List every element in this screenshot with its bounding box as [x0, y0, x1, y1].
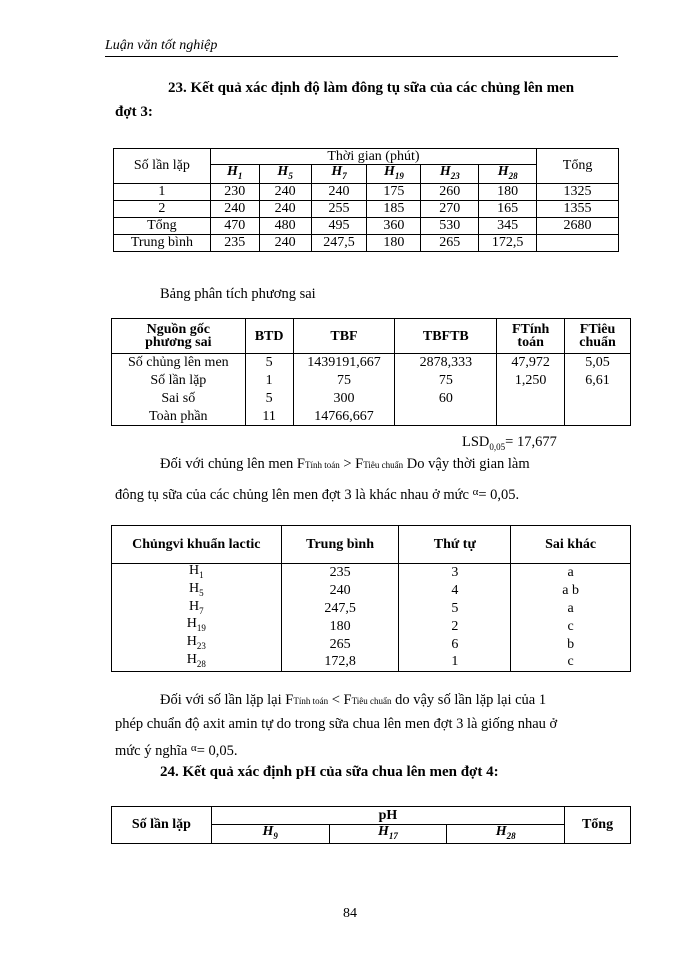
value-cell: 255 — [311, 200, 367, 217]
anova-btd-cell: 5 — [245, 354, 293, 372]
anova-fcalc-cell: 1,250 — [497, 372, 565, 390]
anova-source-cell: Số lần lặp — [112, 372, 246, 390]
anova-fcalc-cell — [497, 390, 565, 408]
ph-strain-header-cell: $H_{28}$ — [447, 825, 565, 844]
anova-tbf-cell: 300 — [293, 390, 395, 408]
table-row — [112, 564, 631, 582]
anova-source-cell: Sai số — [112, 390, 246, 408]
table-row — [114, 234, 619, 251]
rank-cell: 3 — [399, 564, 511, 582]
col-header-repeat: Số lần lặp — [114, 149, 211, 184]
row-label: 1 — [114, 183, 211, 200]
value-cell: 180 — [367, 234, 421, 251]
rank-cell: 5 — [399, 600, 511, 618]
anova-fcrit-cell: 6,61 — [565, 372, 631, 390]
value-cell: 360 — [367, 217, 421, 234]
value-cell: 470 — [210, 217, 259, 234]
value-cell: 480 — [259, 217, 311, 234]
value-cell: 235 — [210, 234, 259, 251]
paragraph-2-line-1: Đối với số lần lặp lại FTính toán < FTiêu chuẩn do vậy số lần lặp lại của 1 — [160, 692, 547, 708]
anova-fcrit-cell: 5,05 — [565, 354, 631, 372]
row-label: Trung bình — [114, 234, 211, 251]
diff-cell: a — [511, 600, 631, 618]
strain-header-cell: $H_{23}$ — [421, 165, 479, 184]
t4-col-header-total: Tổng — [565, 807, 631, 844]
anova-tbftb-cell: 2878,333 — [395, 354, 497, 372]
mean-cell: 265 — [281, 635, 399, 653]
rank-cell: 1 — [399, 653, 511, 671]
table-row — [114, 217, 619, 234]
total-cell — [537, 234, 619, 251]
anova-tbftb-cell — [395, 408, 497, 426]
value-cell: 172,5 — [479, 234, 537, 251]
value-cell: 240 — [259, 183, 311, 200]
lsd-value: $LSD_{0,05}= 17,677$ — [462, 434, 557, 452]
strain-header-cell: $H_7$ — [311, 165, 367, 184]
anova-fcrit-cell — [565, 408, 631, 426]
anova-source-cell: Số chủng lên men — [112, 354, 246, 372]
value-cell: 240 — [311, 183, 367, 200]
diff-cell: a b — [511, 582, 631, 600]
strain-cell: $H_5$ — [112, 582, 282, 600]
anova-header-fcalc: FTính toán — [497, 319, 565, 354]
table-row — [112, 408, 631, 426]
total-cell: 1355 — [537, 200, 619, 217]
t3-header-rank: Thứ tự — [399, 526, 511, 564]
anova-tbf-cell: 14766,667 — [293, 408, 395, 426]
anova-header-tbf: TBF — [293, 319, 395, 354]
value-cell: 247,5 — [311, 234, 367, 251]
anova-fcalc-cell: 47,972 — [497, 354, 565, 372]
rank-cell: 4 — [399, 582, 511, 600]
strain-cell: $H_7$ — [112, 600, 282, 618]
mean-cell: 247,5 — [281, 600, 399, 618]
anova-title: Bảng phân tích phương sai — [160, 286, 316, 302]
paragraph-2-line-3: mức ý nghĩa $^\alpha$= 0,05. — [115, 742, 238, 759]
value-cell: 260 — [421, 183, 479, 200]
table-row — [112, 582, 631, 600]
value-cell: 270 — [421, 200, 479, 217]
paragraph-1-line-2: đông tụ sữa của các chủng lên men đợt 3 là khác nhau ở mức $^\alpha$= 0,05. — [115, 486, 520, 503]
anova-tbf-cell: 75 — [293, 372, 395, 390]
table-row — [112, 390, 631, 408]
col-header-total: Tổng — [537, 149, 619, 184]
strain-header-cell: $H_{19}$ — [367, 165, 421, 184]
table-row — [112, 635, 631, 653]
mean-cell: 240 — [281, 582, 399, 600]
anova-btd-cell: 5 — [245, 390, 293, 408]
value-cell: 240 — [210, 200, 259, 217]
ph-table — [111, 806, 631, 844]
anova-btd-cell: 11 — [245, 408, 293, 426]
strain-comparison-table — [111, 525, 631, 672]
anova-fcalc-cell — [497, 408, 565, 426]
anova-header-fcrit: FTiêu chuẩn — [565, 319, 631, 354]
diff-cell: c — [511, 617, 631, 635]
anova-header-tbftb: TBFTB — [395, 319, 497, 354]
total-cell: 2680 — [537, 217, 619, 234]
value-cell: 265 — [421, 234, 479, 251]
value-cell: 495 — [311, 217, 367, 234]
diff-cell: c — [511, 653, 631, 671]
paragraph-1-line-1: Đối với chủng lên men FTính toán > FTiêu chuẩn Do vậy thời gian làm — [160, 456, 530, 472]
strain-header-cell: $H_5$ — [259, 165, 311, 184]
anova-tbftb-cell: 60 — [395, 390, 497, 408]
anova-tbf-cell: 1439191,667 — [293, 354, 395, 372]
rank-cell: 6 — [399, 635, 511, 653]
anova-tbftb-cell: 75 — [395, 372, 497, 390]
t3-header-diff: Sai khác — [511, 526, 631, 564]
t4-col-header-ph: pH — [211, 807, 564, 825]
table-row — [112, 617, 631, 635]
coagulation-time-table — [113, 148, 619, 252]
section-23-title-cont: đợt 3: — [115, 104, 153, 120]
table-row — [112, 354, 631, 372]
row-label: 2 — [114, 200, 211, 217]
anova-header-source: Nguồn gốc phương sai — [112, 319, 246, 354]
anova-fcrit-cell — [565, 390, 631, 408]
strain-header-cell: $H_1$ — [210, 165, 259, 184]
value-cell: 240 — [259, 200, 311, 217]
strain-header-cell: $H_{28}$ — [479, 165, 537, 184]
value-cell: 230 — [210, 183, 259, 200]
anova-source-cell: Toàn phần — [112, 408, 246, 426]
total-cell: 1325 — [537, 183, 619, 200]
col-header-time: Thời gian (phút) — [210, 149, 536, 165]
t3-header-mean: Trung bình — [281, 526, 399, 564]
table-row — [112, 653, 631, 671]
mean-cell: 180 — [281, 617, 399, 635]
mean-cell: 172,8 — [281, 653, 399, 671]
document-header: Luận văn tốt nghiệp — [105, 38, 218, 53]
value-cell: 165 — [479, 200, 537, 217]
table-row — [114, 183, 619, 200]
header-divider — [105, 56, 618, 57]
strain-cell: $H_{28}$ — [112, 653, 282, 671]
t4-col-header-repeat: Số lần lặp — [112, 807, 212, 844]
anova-header-btd: BTD — [245, 319, 293, 354]
value-cell: 180 — [479, 183, 537, 200]
table-row — [112, 372, 631, 390]
ph-strain-header-cell: $H_{17}$ — [329, 825, 447, 844]
page-number: 84 — [343, 906, 357, 921]
mean-cell: 235 — [281, 564, 399, 582]
anova-btd-cell: 1 — [245, 372, 293, 390]
value-cell: 345 — [479, 217, 537, 234]
table-row — [112, 600, 631, 618]
section-24-title: 24. Kết quả xác định pH của sữa chua lên men đợt 4: — [160, 764, 499, 780]
row-label: Tổng — [114, 217, 211, 234]
diff-cell: b — [511, 635, 631, 653]
diff-cell: a — [511, 564, 631, 582]
value-cell: 175 — [367, 183, 421, 200]
value-cell: 530 — [421, 217, 479, 234]
anova-table — [111, 318, 631, 426]
strain-cell: $H_{19}$ — [112, 617, 282, 635]
value-cell: 185 — [367, 200, 421, 217]
rank-cell: 2 — [399, 617, 511, 635]
strain-cell: $H_{23}$ — [112, 635, 282, 653]
paragraph-2-line-2: phép chuẩn độ axit amin tự do trong sữa chua lên men đợt 3 là giống nhau ở — [115, 716, 558, 732]
strain-cell: $H_1$ — [112, 564, 282, 582]
table-row — [114, 200, 619, 217]
ph-strain-header-cell: $H_9$ — [211, 825, 329, 844]
t3-header-strain: Chủngvi khuẩn lactic — [112, 526, 282, 564]
value-cell: 240 — [259, 234, 311, 251]
section-23-title: 23. Kết quả xác định độ làm đông tụ sữa của các chủng lên men — [168, 80, 575, 96]
